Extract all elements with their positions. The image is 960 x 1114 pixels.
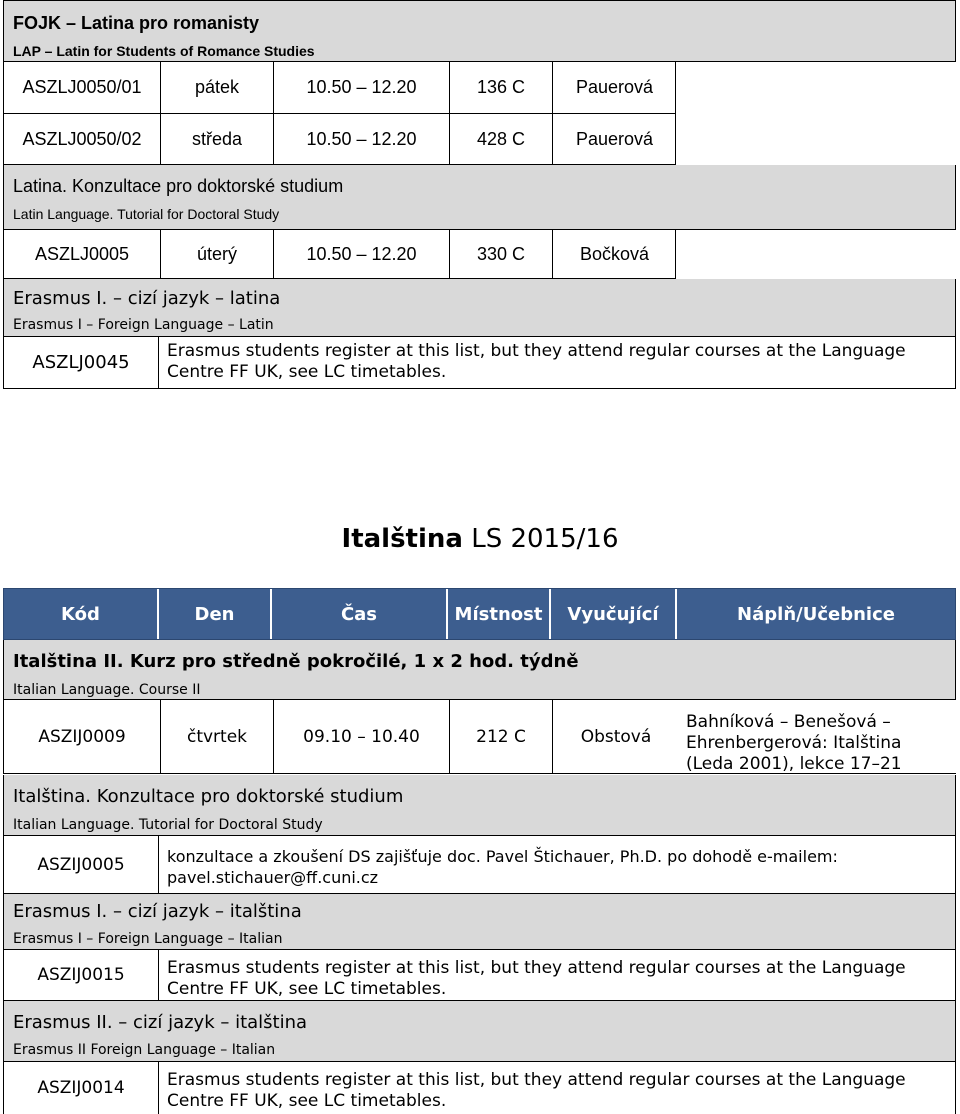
course-time: 10.50 – 12.20 (274, 114, 450, 164)
course-day: čtvrtek (161, 700, 274, 773)
italian-page-title (0, 524, 960, 554)
course-code: ASZLJ0050/01 (4, 62, 161, 113)
latin-course3-header (3, 279, 956, 337)
italian-course4-header (3, 1001, 956, 1062)
latin-course2-subtitle: Latin Language. Tutorial for Doctoral Study (13, 206, 280, 222)
course-code: ASZIJ0014 (4, 1062, 159, 1114)
italian-course1-subtitle: Italian Language. Course II (13, 682, 201, 698)
course-code: ASZLJ0005 (4, 230, 161, 278)
latin-course2-title: Latina. Konzultace pro doktorské studium (13, 176, 344, 196)
latin-course1-title: FOJK – Latina pro romanisty (13, 13, 260, 33)
header-time: Čas (272, 589, 448, 639)
header-content: Náplň/Učebnice (737, 603, 895, 625)
course-day: úterý (161, 230, 274, 278)
italian-table-header (3, 588, 956, 640)
latin-course3-title: Erasmus I. – cizí jazyk – latina (13, 288, 281, 309)
course-day: středa (161, 114, 274, 164)
title-rest-part: LS 2015/16 (462, 524, 619, 554)
latin-course1-row-1 (3, 62, 676, 114)
course-code: ASZLJ0050/02 (4, 114, 161, 164)
italian-course4-subtitle: Erasmus II Foreign Language – Italian (13, 1042, 276, 1058)
latin-course3-subtitle: Erasmus I – Foreign Language – Latin (13, 317, 274, 333)
italian-course3-header (3, 893, 956, 950)
course-code: ASZIJ0005 (4, 836, 159, 893)
italian-course3-title: Erasmus I. – cizí jazyk – italština (13, 901, 302, 922)
header-room: Místnost (448, 589, 551, 639)
course-content: Bahníková – Benešová – Ehrenbergerová: Italština (Leda 2001), lekce 17–21 (686, 712, 902, 774)
latin-course1-subtitle: LAP – Latin for Students of Romance Studies (13, 43, 315, 59)
course-time: 09.10 – 10.40 (274, 700, 450, 773)
course-code: ASZLJ0045 (4, 337, 159, 388)
latin-course2-row (3, 230, 676, 279)
latin-course2-header (3, 165, 956, 230)
italian-course4-title: Erasmus II. – cizí jazyk – italština (13, 1012, 308, 1033)
course-note: Erasmus students register at this list, but they attend regular courses at the Language Centre FF UK, see LC timetables. (167, 341, 906, 382)
course-teacher: Pauerová (575, 128, 654, 149)
course-note: Erasmus students register at this list, but they attend regular courses at the Language Centre FF UK, see LC timetables. (167, 958, 906, 999)
italian-course2-header (3, 775, 956, 836)
course-day: pátek (161, 62, 274, 113)
italian-course2-subtitle: Italian Language. Tutorial for Doctoral Study (13, 817, 323, 833)
course-teacher: Bočková (579, 243, 650, 264)
header-code: Kód (4, 589, 159, 639)
course-code: ASZIJ0009 (4, 700, 161, 773)
course-room: 428 C (450, 114, 553, 164)
course-code: ASZIJ0015 (4, 950, 159, 1000)
course-time: 10.50 – 12.20 (274, 230, 450, 278)
header-teacher: Vyučující (551, 589, 677, 639)
italian-course1-header (3, 640, 956, 700)
title-bold-part: Italština (341, 524, 463, 554)
latin-course1-header (3, 0, 956, 62)
italian-course4-row (3, 1062, 956, 1114)
italian-course3-subtitle: Erasmus I – Foreign Language – Italian (13, 931, 283, 947)
course-teacher: Pauerová (575, 77, 654, 97)
italian-course3-row (3, 950, 956, 1001)
course-teacher: Obstová (580, 726, 652, 747)
italian-course2-row (3, 836, 956, 893)
course-room: 136 C (450, 62, 553, 113)
latin-course1-row-2 (3, 114, 676, 165)
course-room: 330 C (450, 230, 553, 278)
italian-course1-title: Italština II. Kurz pro středně pokročilé, 1 x 2 hod. týdně (13, 651, 579, 672)
header-day: Den (159, 589, 272, 639)
latin-course3-row (3, 337, 956, 389)
italian-course2-title: Italština. Konzultace pro doktorské studium (13, 786, 404, 807)
course-note: Erasmus students register at this list, but they attend regular courses at the Language Centre FF UK, see LC timetables. (167, 1070, 906, 1111)
course-note: konzultace a zkoušení DS zajišťuje doc. Pavel Štichauer, Ph.D. po dohodě e-mailem: pavel.stichauer@ff.cuni.cz (167, 847, 838, 887)
course-time: 10.50 – 12.20 (274, 62, 450, 113)
course-room: 212 C (450, 700, 553, 773)
